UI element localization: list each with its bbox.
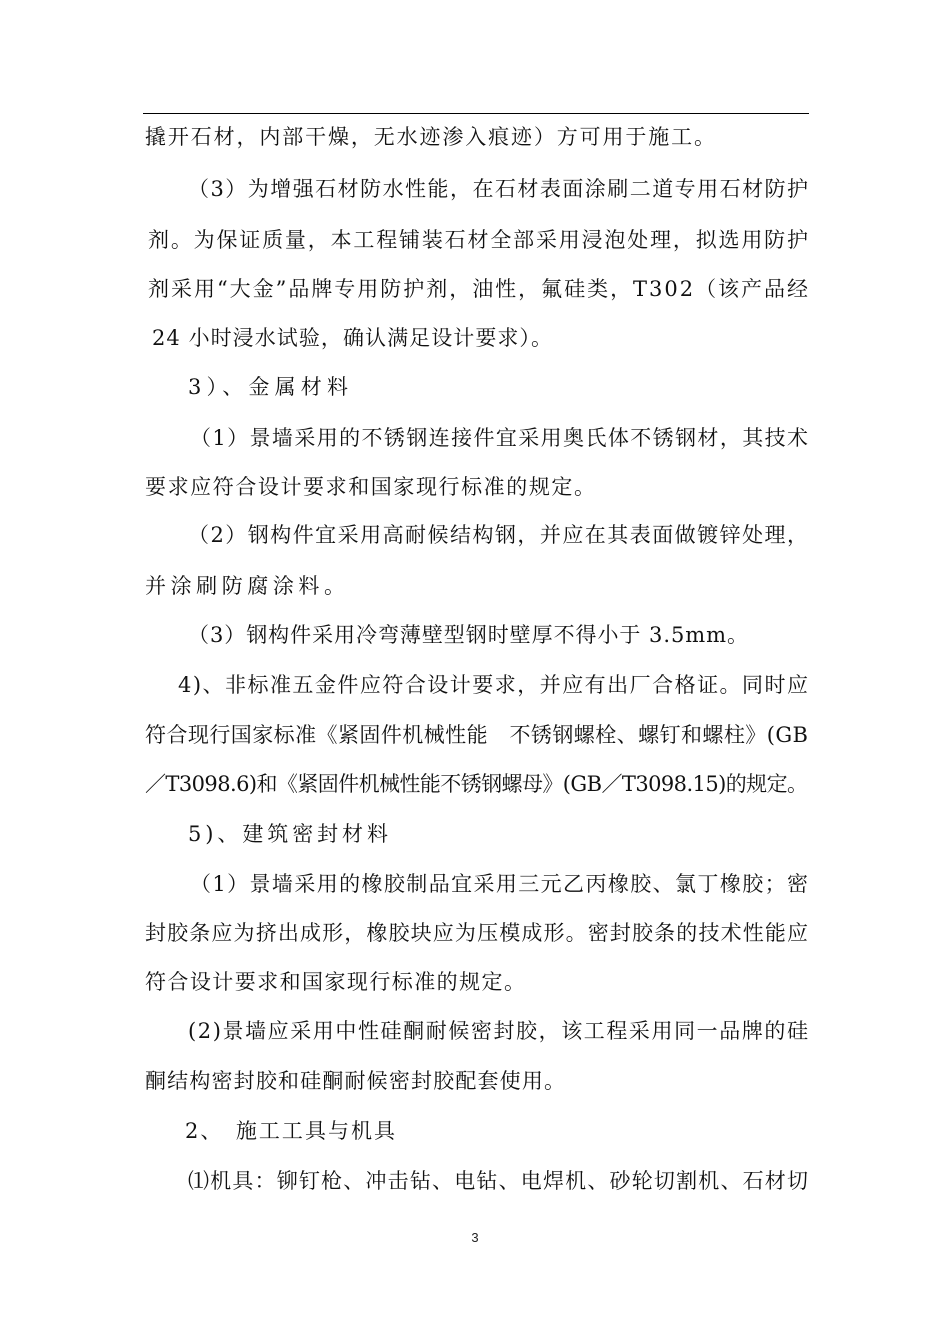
text-line-6: 3）、金属材料: [188, 375, 354, 399]
text-line-13: 符合现行国家标准《紧固件机械性能 不锈钢螺栓、螺钉和螺柱》(GB: [145, 723, 809, 747]
text-line-16: （1）景墙采用的橡胶制品宜采用三元乙丙橡胶、氯丁橡胶；密: [190, 872, 810, 896]
text-line-12: 4)、非标准五金件应符合设计要求，并应有出厂合格证。同时应: [178, 673, 810, 697]
text-line-4: 剂采用“大金”品牌专用防护剂，油性，氟硅类，T302（该产品经: [148, 277, 810, 301]
text-line-10: 并涂刷防腐涂料。: [145, 574, 350, 598]
text-line-22: ⑴机具：铆钉枪、冲击钻、电钻、电焊机、砂轮切割机、石材切: [188, 1169, 810, 1193]
page-number: 3: [471, 1230, 479, 1245]
text-line-15: 5)、建筑密封材料: [188, 822, 392, 846]
text-line-3: 剂。为保证质量，本工程铺装石材全部采用浸泡处理，拟选用防护: [148, 228, 810, 252]
text-line-5: 24 小时浸水试验，确认满足设计要求）。: [152, 326, 554, 350]
text-line-20: 酮结构密封胶和硅酮耐候密封胶配套使用。: [145, 1069, 567, 1093]
text-line-17: 封胶条应为挤出成形，橡胶块应为压模成形。密封胶条的技术性能应: [145, 921, 810, 945]
text-line-19: (2)景墙应采用中性硅酮耐候密封胶，该工程采用同一品牌的硅: [188, 1019, 810, 1043]
text-line-21: 2、 施工工具与机具: [185, 1119, 397, 1143]
text-line-8: 要求应符合设计要求和国家现行标准的规定。: [145, 475, 597, 499]
text-line-14: ／T3098.6)和《紧固件机械性能不锈钢螺母》(GB／T3098.15)的规定。: [145, 772, 808, 796]
text-line-1: 撬开石材，内部干燥，无水迹渗入痕迹）方可用于施工。: [145, 125, 717, 149]
text-line-18: 符合设计要求和国家现行标准的规定。: [145, 970, 527, 994]
text-line-7: （1）景墙采用的不锈钢连接件宜采用奥氏体不锈钢材，其技术: [190, 426, 810, 450]
text-line-9: （2）钢构件宜采用高耐候结构钢，并应在其表面做镀锌处理，: [188, 523, 810, 547]
header-rule: [143, 113, 809, 114]
text-line-11: （3）钢构件采用冷弯薄壁型钢时壁厚不得小于 3.5mm。: [188, 623, 749, 647]
text-line-2: （3）为增强石材防水性能，在石材表面涂刷二道专用石材防护: [188, 177, 810, 201]
